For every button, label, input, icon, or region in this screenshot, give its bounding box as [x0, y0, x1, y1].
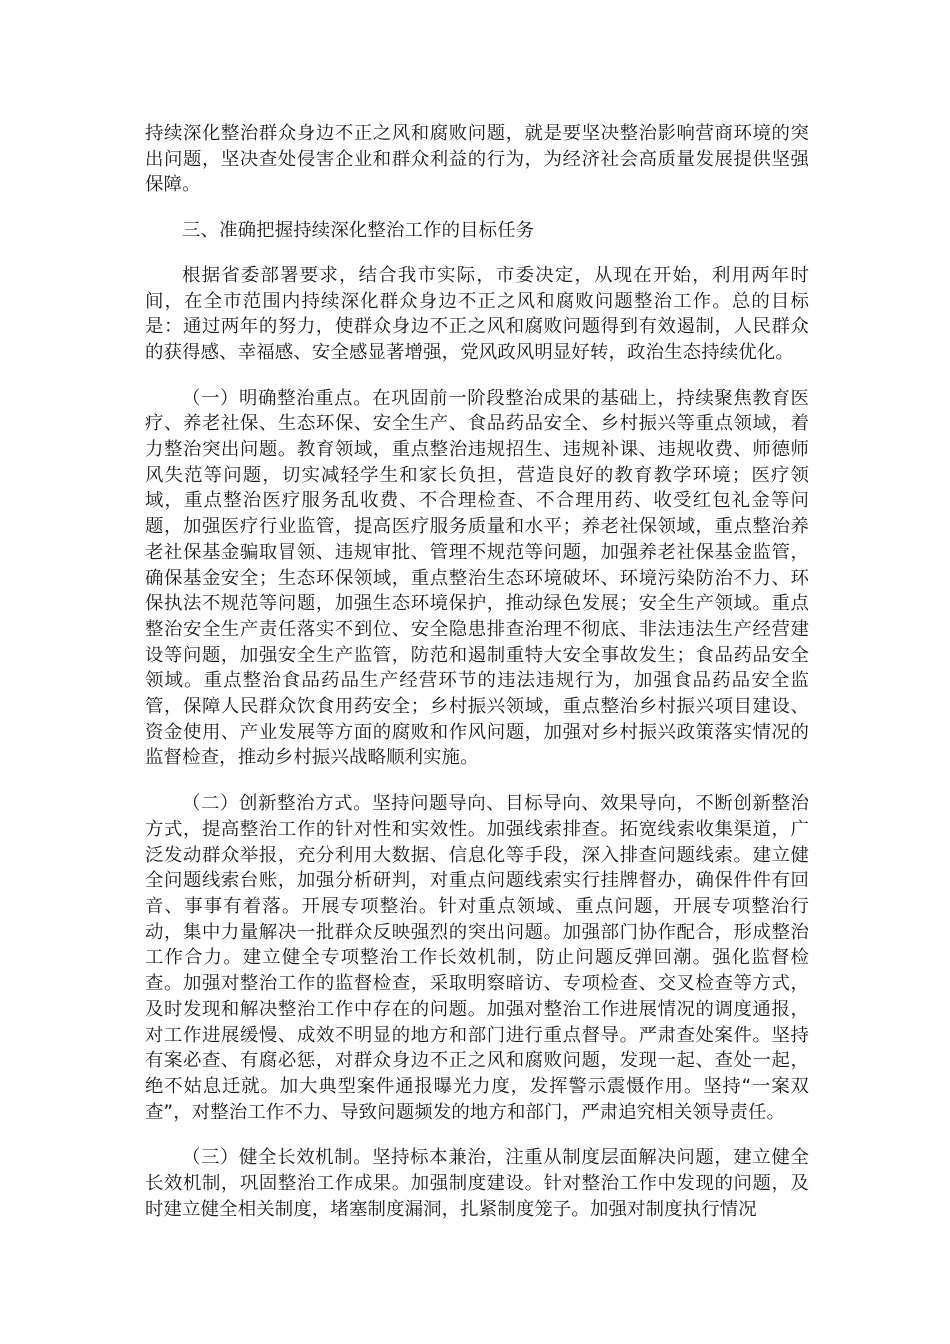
paragraph-mechanisms: （三）健全长效机制。坚持标本兼治，注重从制度层面解决问题，建立健全长效机制，巩固整治工作成果。加强制度建设。针对整治工作中发现的问题，及时建立健全相关制度，堵塞制度漏洞，扎紧制度笼子。加强对制度执行情况	[145, 1147, 809, 1220]
section-heading-3: 三、准确把握持续深化整治工作的目标任务	[182, 220, 535, 242]
paragraph-goals: 根据省委部署要求，结合我市实际，市委决定，从现在开始，利用两年时间，在全市范围内持续深化群众身边不正之风和腐败问题整治工作。总的目标是：通过两年的努力，使群众身边不正之风和腐败问题得到有效遏制，人民群众的获得感、幸福感、安全感显著增强，党风政风明显好转，政治生态持续优化。	[145, 264, 809, 363]
paragraph-priorities: （一）明确整治重点。在巩固前一阶段整治成果的基础上，持续聚焦教育医疗、养老社保、生态环保、安全生产、食品药品安全、乡村振兴等重点领域，着力整治突出问题。教育领域，重点整治违规招生、违规补课、违规收费、师德师风失范等问题，切实减轻学生和家长负担，营造良好的教育教学环境；医疗领域，重点整治医疗服务乱收费、不合理检查、不合理用药、收受红包礼金等问题，加强医疗行业监管，提高医疗服务质量和水平；养老社保领域，重点整治养老社保基金骗取冒领、违规审批、管理不规范等问题，加强养老社保基金监管，确保基金安全；生态环保领域，重点整治生态环境破坏、环境污染防治不力、环保执法不规范等问题，加强生态环境保护，推动绿色发展；安全生产领域。重点整治安全生产责任落实不到位、安全隐患排查治理不彻底、非法违法生产经营建设等问题，加强安全生产监管，防范和遏制重特大安全事故发生；食品药品安全领域。重点整治食品药品生产经营环节的违法违规行为，加强食品药品安全监管，保障人民群众饮食用药安全；乡村振兴领域，重点整治乡村振兴项目建设、资金使用、产业发展等方面的腐败和作风问题，加强对乡村振兴政策落实情况的监督检查，推动乡村振兴战略顺利实施。	[145, 387, 809, 769]
document-page	[145, 121, 809, 1222]
paragraph-methods: （二）创新整治方式。坚持问题导向、目标导向、效果导向，不断创新整治方式，提高整治工作的针对性和实效性。加强线索排查。拓宽线索收集渠道，广泛发动群众举报，充分利用大数据、信息化等手段，深入排查问题线索。建立健全问题线索台账，加强分析研判，对重点问题线索实行挂牌督办，确保件件有回音、事事有着落。开展专项整治。针对重点领域、重点问题，开展专项整治行动，集中力量解决一批群众反映强烈的突出问题。加强部门协作配合，形成整治工作合力。建立健全专项整治工作长效机制，防止问题反弹回潮。强化监督检查。加强对整治工作的监督检查，采取明察暗访、专项检查、交叉检查等方式，及时发现和解决整治工作中存在的问题。加强对整治工作进展情况的调度通报，对工作进展缓慢、成效不明显的地方和部门进行重点督导。严肃查处案件。坚持有案必查、有腐必惩，对群众身边不正之风和腐败问题，发现一起、查处一起，绝不姑息迁就。加大典型案件通报曝光力度，发挥警示震慑作用。坚持“一案双查”，对整治工作不力、导致问题频发的地方和部门，严肃追究相关领导责任。	[145, 793, 809, 1123]
paragraph-intro-continuation: 持续深化整治群众身边不正之风和腐败问题，就是要坚决整治影响营商环境的突出问题，坚决查处侵害企业和群众利益的行为，为经济社会高质量发展提供坚强保障。	[145, 123, 809, 196]
